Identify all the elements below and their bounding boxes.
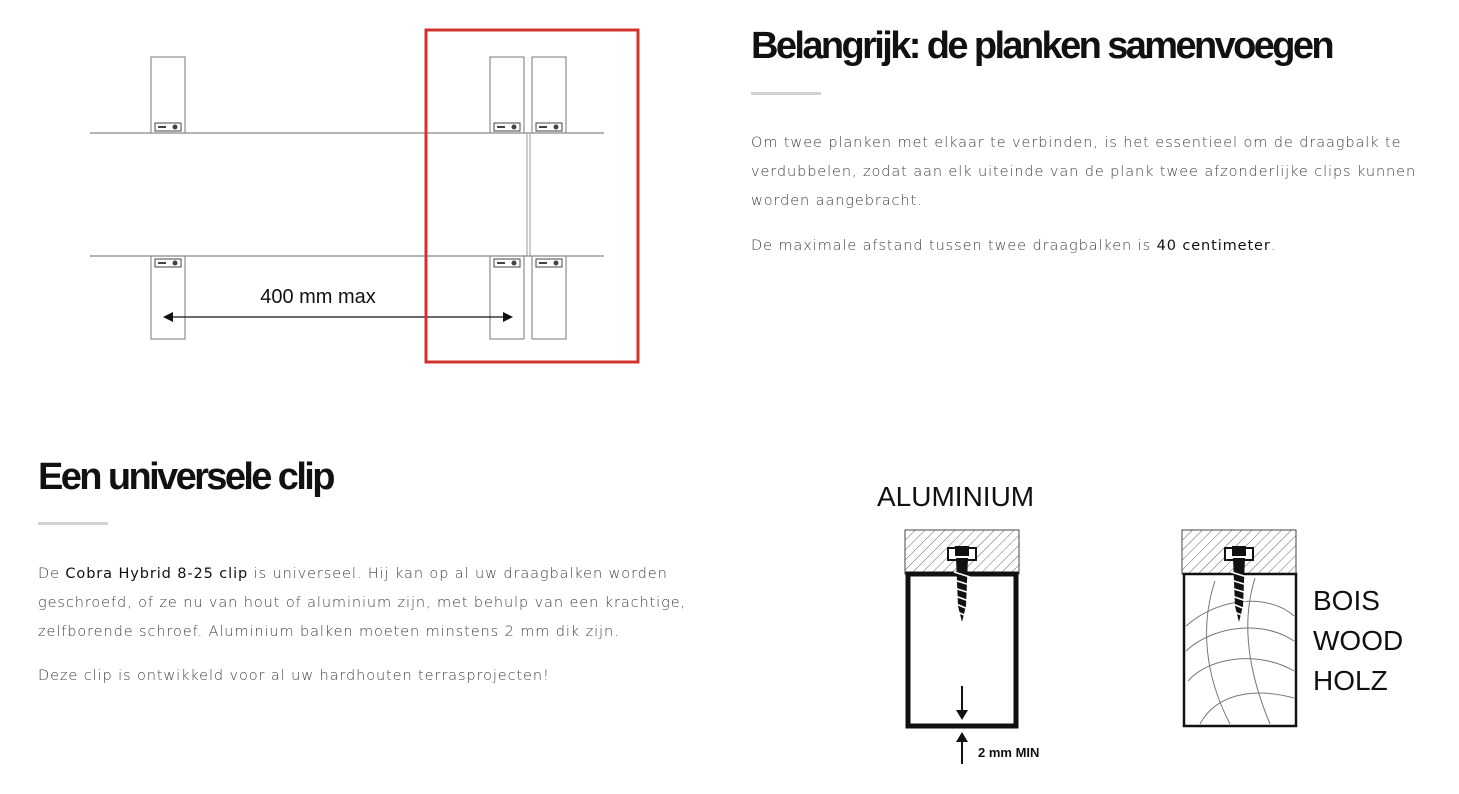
distance-arrow: [163, 312, 513, 322]
joist-spacing-diagram: [85, 22, 645, 370]
universal-paragraph-2: Deze clip is ontwikkeld voor al uw hardhouten terrasprojecten!: [38, 668, 550, 684]
thickness-label: 2 mm MIN: [978, 745, 1040, 760]
wood-label-fr: BOIS: [1313, 585, 1380, 616]
aluminium-label: ALUMINIUM: [877, 481, 1035, 512]
wood-label-de: HOLZ: [1313, 665, 1388, 696]
universal-paragraph-1: De Cobra Hybrid 8-25 clip is universeel. Hij kan op al uw draagbalken worden geschroefd, of ze nu van hout of aluminium zijn, met behulp van een krachtige, zelfborende schroef. Aluminium balken moeten minstens 2 mm dik zijn.: [38, 566, 687, 640]
joining-title: Belangrijk: de planken samenvoegen: [751, 25, 1333, 67]
plank-right: [529, 133, 604, 256]
wood-label-en: WOOD: [1313, 625, 1404, 656]
joining-paragraph-2: De maximale afstand tussen twee draagbalken is 40 centimeter.: [751, 238, 1277, 254]
joist-material-diagram: [870, 476, 1430, 776]
universal-clip-title: Een universele clip: [38, 456, 333, 498]
max-distance-value: 40 centimeter: [1156, 238, 1271, 254]
plank-left: [90, 133, 527, 256]
joining-paragraph-1: Om twee planken met elkaar te verbinden, is het essentieel om de draagbalk te verdubbelen, zodat aan elk uiteinde van de plank twee afzonderlijke clips kunnen worden aangebracht.: [751, 135, 1417, 209]
wood-joist: [1182, 530, 1296, 726]
distance-label: 400 mm max: [260, 286, 376, 308]
product-name: Cobra Hybrid 8-25 clip: [65, 566, 249, 582]
title-divider: [751, 92, 821, 95]
title-divider: [38, 522, 108, 525]
